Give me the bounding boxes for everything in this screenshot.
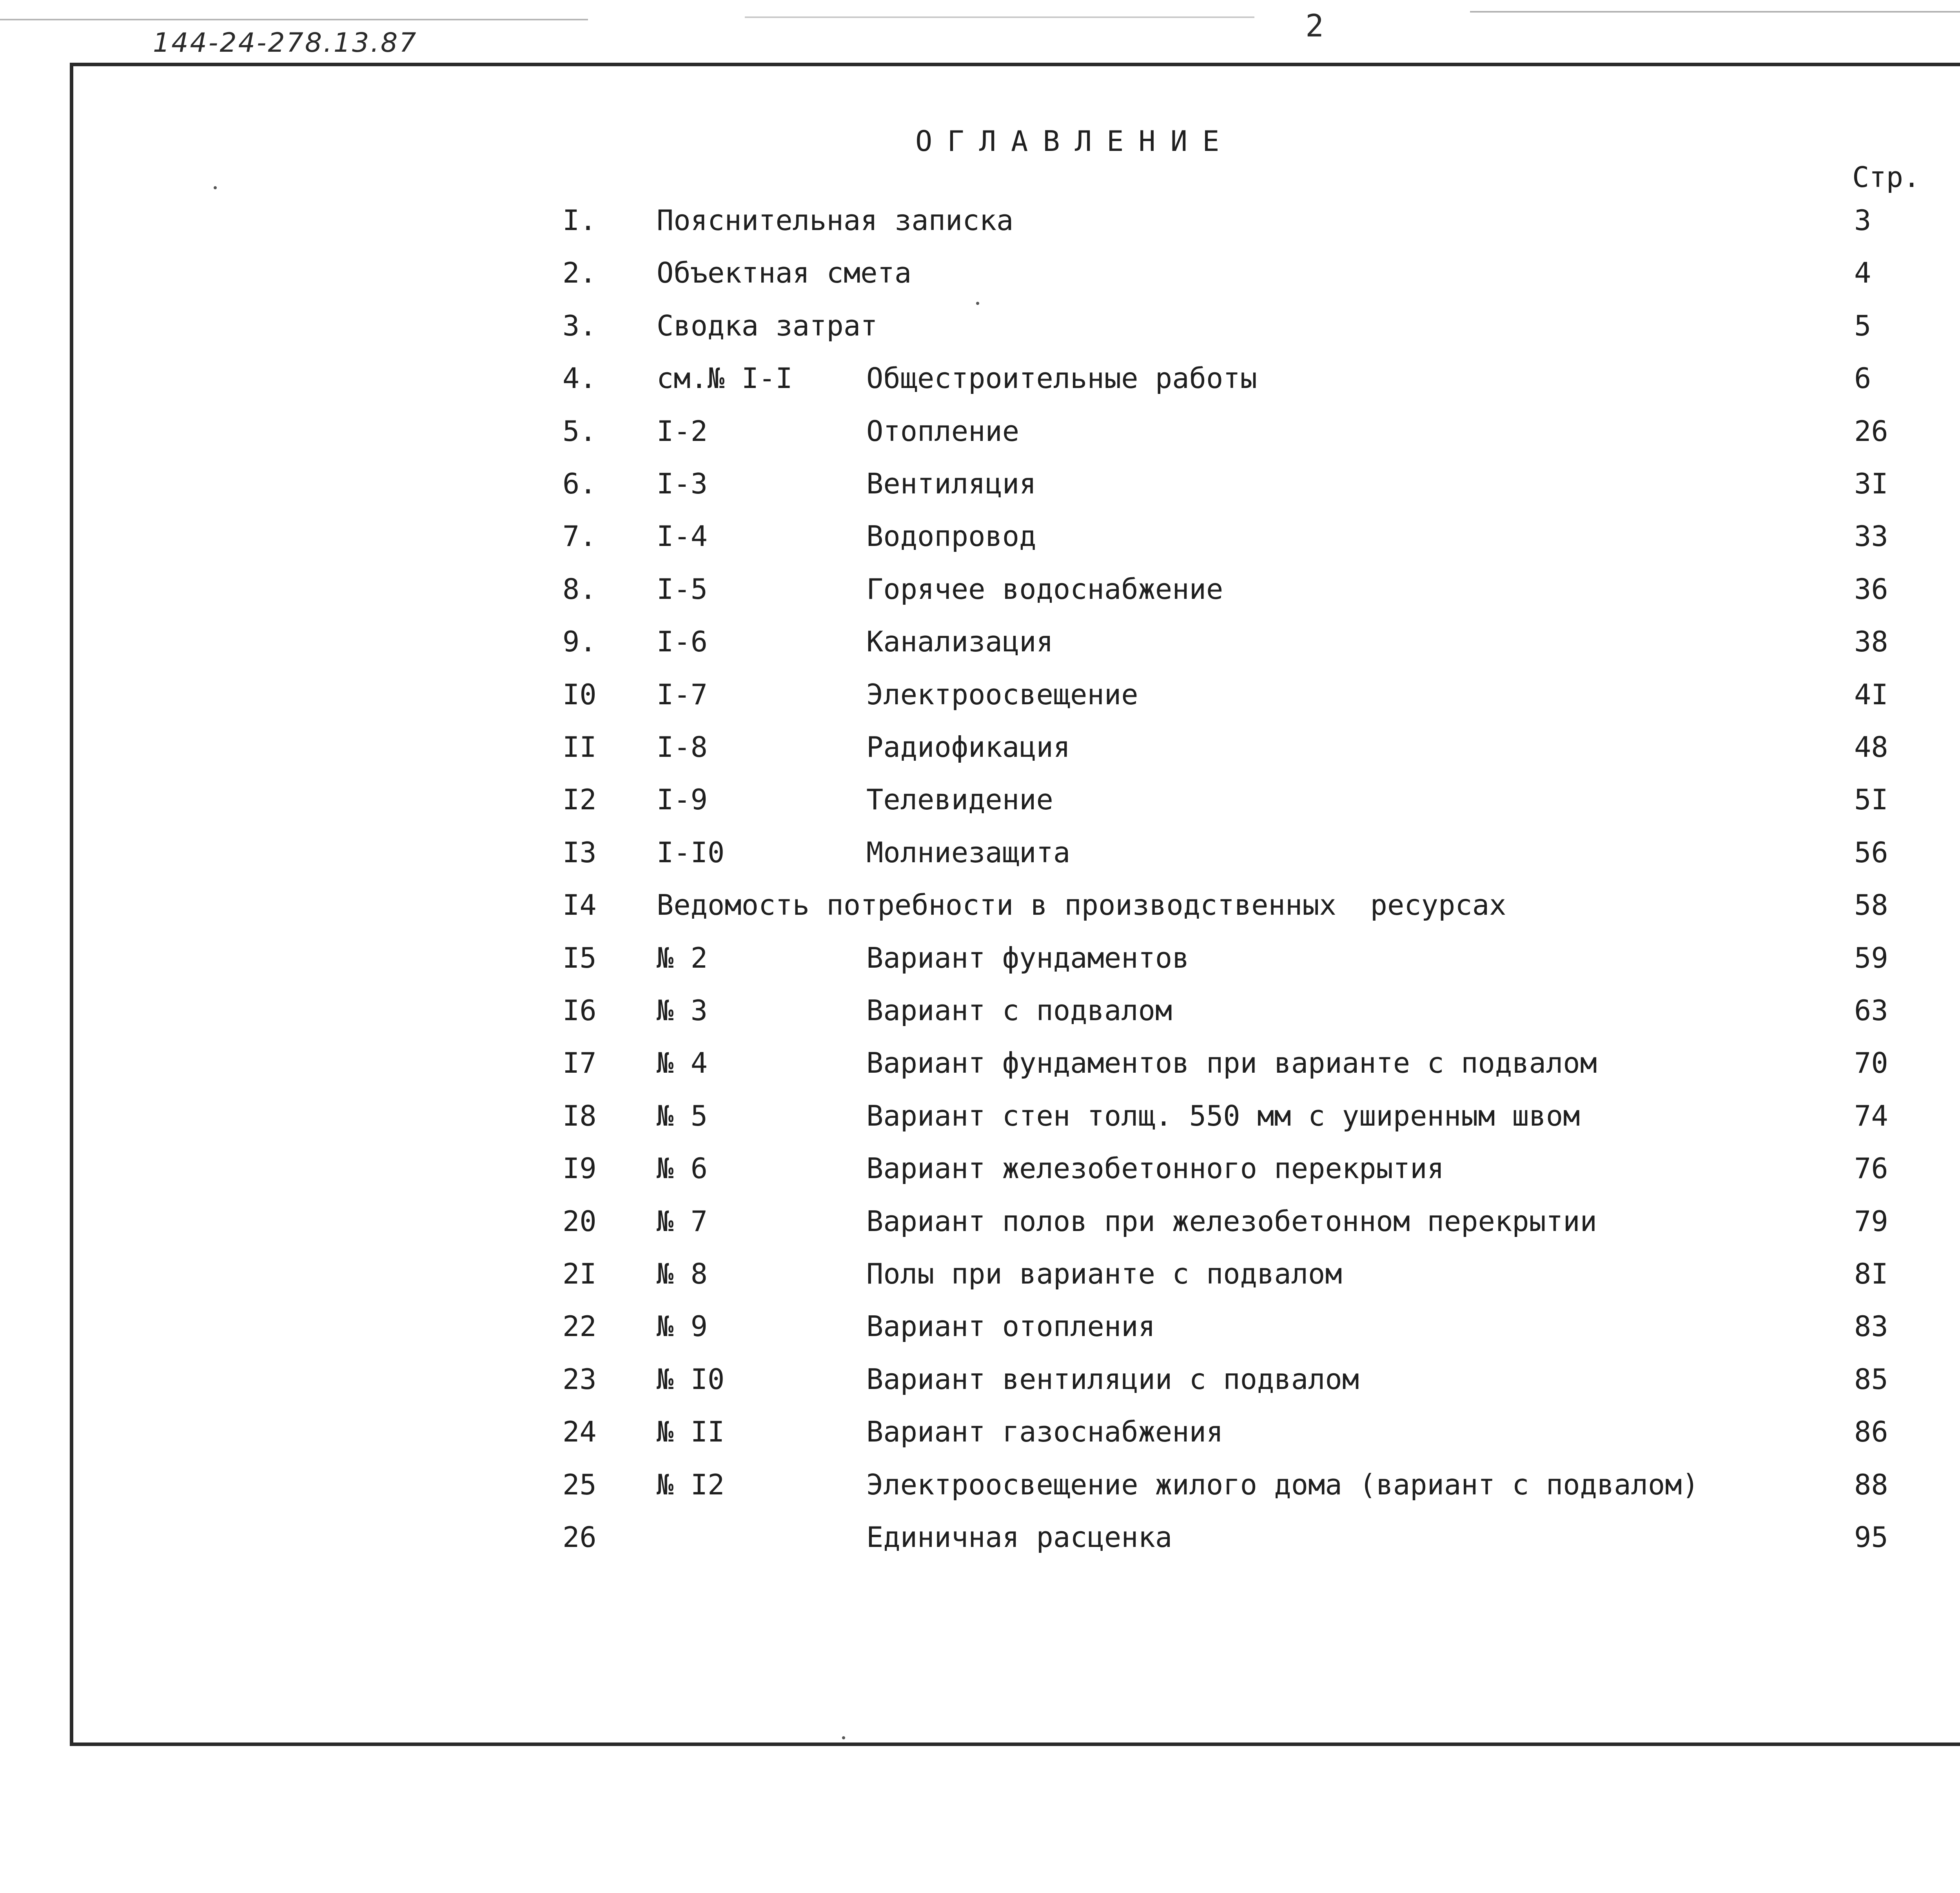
toc-row-title: Радиофикация [866,731,1071,763]
page-number: 2 [1305,9,1324,44]
toc-row-code: № I0 [657,1363,725,1396]
toc-row-code: I-5 [657,573,708,606]
toc-row-page: 86 [1854,1415,1888,1448]
toc-row-title: Вариант с подвалом [866,994,1172,1027]
toc-row [0,1521,1960,1568]
toc-row-page: 83 [1854,1310,1888,1343]
toc-row [0,731,1960,778]
toc-row-number: I8 [563,1099,597,1132]
toc-row [0,941,1960,988]
toc-row-page: 58 [1854,888,1888,921]
toc-row-page: 95 [1854,1521,1888,1554]
toc-row-code: № 2 [657,941,708,974]
toc-row-code: I-7 [657,678,708,711]
toc-row-number: 24 [563,1415,597,1448]
toc-row-number: I7 [563,1046,597,1079]
toc-row [0,362,1960,409]
toc-row [0,888,1960,936]
toc-row-page: 76 [1854,1152,1888,1185]
toc-row [0,1099,1960,1146]
toc-row-page: 74 [1854,1099,1888,1132]
toc-row-page: 36 [1854,573,1888,606]
toc-row-number: I6 [563,994,597,1027]
toc-row-title: Вариант железобетонного перекрытия [866,1152,1444,1185]
toc-row [0,573,1960,620]
scan-line [0,19,588,20]
toc-row-page: 79 [1854,1205,1888,1238]
toc-row-code: № 3 [657,994,708,1027]
toc-row-code: № II [657,1415,725,1448]
toc-row-title: Молниезащита [866,836,1071,869]
toc-row-page: 6 [1854,362,1871,395]
toc-row-page: 3 [1854,204,1871,237]
toc-row-title: Единичная расценка [866,1521,1172,1554]
toc-row-title: Вариант стен толщ. 550 мм с уширенным швом [866,1099,1580,1132]
toc-row-number: I. [563,204,597,237]
toc-row [0,1415,1960,1462]
toc-row [0,204,1960,251]
toc-row [0,1046,1960,1093]
toc-row-title: Электроосвещение [866,678,1138,711]
toc-row [0,467,1960,514]
toc-row-title: Горячее водоснабжение [866,573,1223,606]
toc-row-code: Ведомость потребности в производственных ресурсах [657,888,1506,921]
toc-row [0,678,1960,725]
toc-row [0,836,1960,883]
toc-row-number: I0 [563,678,597,711]
toc-row-title: Вариант фундаментов при варианте с подвалом [866,1046,1597,1079]
scan-speck [976,302,979,305]
toc-row-number: 4. [563,362,597,395]
toc-row-number: I3 [563,836,597,869]
toc-row-number: 6. [563,467,597,500]
toc-row-title: Электроосвещение жилого дома (вариант с подвалом) [866,1468,1699,1501]
toc-row [0,625,1960,672]
toc-row-page: 5 [1854,309,1871,342]
toc-row [0,994,1960,1041]
toc-row-code: I-6 [657,625,708,658]
toc-row-page: 26 [1854,415,1888,448]
toc-row-code: № I2 [657,1468,725,1501]
toc-row-title: Канализация [866,625,1053,658]
scan-speck [214,186,217,189]
toc-row-number: I4 [563,888,597,921]
document-code: 144-24-278.13.87 [153,27,418,58]
toc-title: ОГЛАВЛЕНИЕ [915,125,1234,158]
toc-row-number: I5 [563,941,597,974]
page-column-header: Стр. [1852,161,1920,194]
toc-row-code: № 6 [657,1152,708,1185]
toc-row-number: 7. [563,520,597,553]
toc-row-code: № 5 [657,1099,708,1132]
toc-row-page: 85 [1854,1363,1888,1396]
toc-row-title: Водопровод [866,520,1036,553]
toc-row-page: 59 [1854,941,1888,974]
scan-speck [842,1736,845,1739]
toc-row-code: Сводка затрат [657,309,878,342]
toc-row-code: I-I0 [657,836,725,869]
toc-row-page: 33 [1854,520,1888,553]
toc-row-number: 22 [563,1310,597,1343]
toc-row-number: 20 [563,1205,597,1238]
toc-row-code: № 4 [657,1046,708,1079]
toc-row-code: I-2 [657,415,708,448]
toc-row-page: 4 [1854,256,1871,289]
toc-row-title: Вариант вентиляции с подвалом [866,1363,1359,1396]
toc-row-title: Общестроительные работы [866,362,1257,395]
toc-row-page: 5I [1854,783,1888,816]
toc-row-page: 3I [1854,467,1888,500]
toc-row-page: 48 [1854,731,1888,763]
toc-row-number: 2. [563,256,597,289]
toc-row-title: Вариант отопления [866,1310,1155,1343]
toc-row [0,1152,1960,1199]
toc-row-code: Объектная смета [657,256,912,289]
toc-row-number: 3. [563,309,597,342]
toc-row-title: Телевидение [866,783,1053,816]
toc-row [0,1468,1960,1515]
toc-row-code: I-4 [657,520,708,553]
toc-row-code: № 8 [657,1257,708,1290]
toc-row-number: 9. [563,625,597,658]
toc-row [0,415,1960,462]
toc-row-code: № 7 [657,1205,708,1238]
toc-row-title: Вариант фундаментов [866,941,1189,974]
toc-row-number: 26 [563,1521,597,1554]
toc-row-page: 38 [1854,625,1888,658]
toc-row-page: 4I [1854,678,1888,711]
toc-row-code: I-8 [657,731,708,763]
toc-row [0,1205,1960,1252]
toc-row-title: Вентиляция [866,467,1036,500]
toc-row-page: 63 [1854,994,1888,1027]
toc-row-number: II [563,731,597,763]
toc-row-number: 5. [563,415,597,448]
toc-row-number: 23 [563,1363,597,1396]
toc-row-number: I2 [563,783,597,816]
toc-row-page: 56 [1854,836,1888,869]
toc-row [0,256,1960,303]
toc-row [0,309,1960,356]
toc-row-code: I-9 [657,783,708,816]
toc-row-number: 8. [563,573,597,606]
toc-row [0,1363,1960,1410]
toc-row-code: № 9 [657,1310,708,1343]
toc-row-title: Вариант газоснабжения [866,1415,1223,1448]
toc-row-code: см.№ I-I [657,362,793,395]
scan-line [1470,11,1960,13]
toc-row [0,520,1960,567]
toc-row-title: Отопление [866,415,1020,448]
toc-row-number: I9 [563,1152,597,1185]
toc-row-page: 88 [1854,1468,1888,1501]
toc-row-number: 25 [563,1468,597,1501]
toc-row [0,1310,1960,1357]
toc-row-code: Пояснительная записка [657,204,1014,237]
toc-row-code: I-3 [657,467,708,500]
toc-row-page: 8I [1854,1257,1888,1290]
toc-row-title: Полы при варианте с подвалом [866,1257,1342,1290]
toc-row-title: Вариант полов при железобетонном перекрытии [866,1205,1597,1238]
toc-row [0,783,1960,830]
toc-row-number: 2I [563,1257,597,1290]
toc-row-page: 70 [1854,1046,1888,1079]
scan-line [745,16,1254,18]
toc-row [0,1257,1960,1304]
